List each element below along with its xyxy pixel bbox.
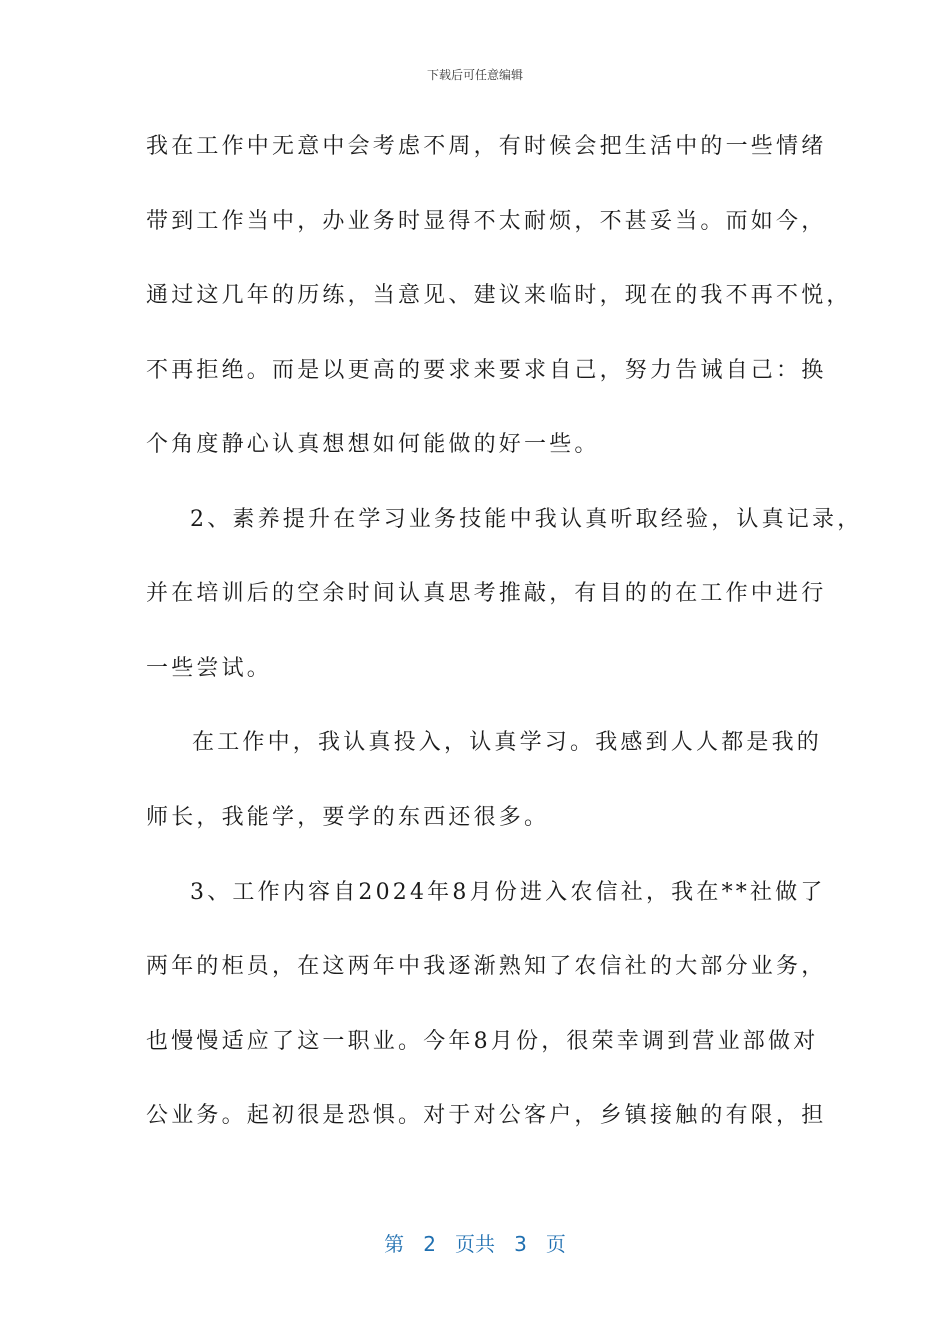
text-line: 3、工作内容自2024年8月份进入农信社，我在**社做了 [190,880,826,905]
text-line: 我在工作中无意中会考虑不周，有时候会把生活中的一些情绪 [146,134,827,159]
text-line: 个角度静心认真想想如何能做的好一些。 [146,432,600,457]
page-footer [0,1228,950,1257]
text-line: 公业务。起初很是恐惧。对于对公客户，乡镇接触的有限，担 [146,1103,827,1128]
text-line: 师长，我能学，要学的东西还很多。 [146,805,550,830]
footer-prefix: 第 [384,1232,405,1256]
page-header: 下载后可任意编辑 [426,68,523,82]
text-line: 2、素养提升在学习业务技能中我认真听取经验，认真记录， [190,507,863,532]
text-line: 也慢慢适应了这一职业。今年8月份，很荣幸调到营业部做对 [146,1029,819,1054]
footer-total-pages: 3 [514,1232,527,1256]
text-line: 在工作中，我认真投入，认真学习。我感到人人都是我的 [192,730,823,755]
text-line: 并在培训后的空余时间认真思考推敲，有目的的在工作中进行 [146,581,827,606]
text-line: 不再拒绝。而是以更高的要求来要求自己，努力告诫自己：换 [146,358,827,383]
text-line: 带到工作当中，办业务时显得不太耐烦，不甚妥当。而如今， [146,209,827,234]
footer-page-number: 2 [423,1232,436,1256]
text-line: 一些尝试。 [146,656,273,681]
footer-middle: 页共 [455,1232,495,1256]
text-line: 两年的柜员，在这两年中我逐渐熟知了农信社的大部分业务， [146,954,827,979]
text-line: 通过这几年的历练，当意见、建议来临时，现在的我不再不悦， [146,283,852,308]
footer-suffix: 页 [545,1232,566,1256]
